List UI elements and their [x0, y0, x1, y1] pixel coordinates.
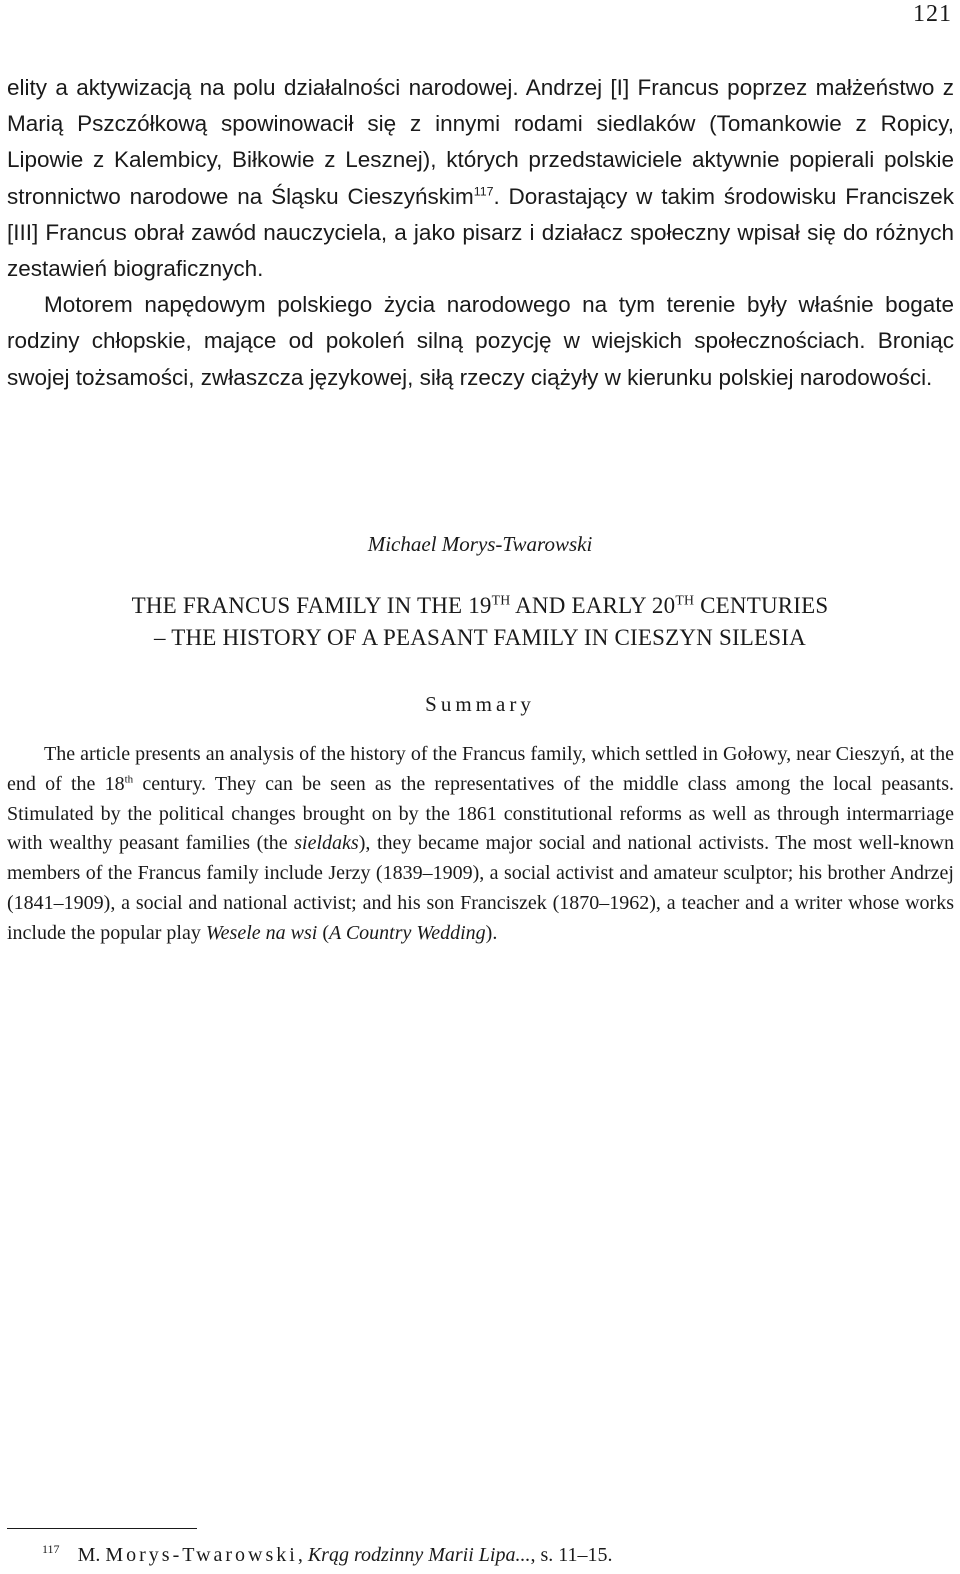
footnote	[42, 1541, 942, 1569]
paragraph-2: Motorem napędowym polskiego życia narodowego na tym terenie były właśnie bogate rodziny chłopskie, mające od pokoleń silną pozycję w wiejskich społecznościach. Broniąc swojej tożsamości, zwłaszcza językowej, siłą rzeczy ciążyły w kierunku polskiej narodowości.	[7, 292, 954, 390]
footnote-reference[interactable]: 117	[473, 184, 494, 199]
summary-title-line-1	[0, 590, 960, 622]
footnote-author: Morys-Twarowski	[105, 1544, 298, 1566]
footnote-prefix: M.	[77, 1544, 106, 1566]
footnote-separator: ,	[297, 1544, 308, 1566]
title-text-c: CENTURIES	[694, 593, 829, 618]
summary-text-c: ), they became major social and national activists. The most well-known members of the Francus family include Jerzy (1839–1909), a social activist and amateur sculptor; his brother Andrzej (1841–1909), a social and national activist; and his son Franciszek (1870–1962), a teacher and a writer whose works include the popular play	[7, 832, 954, 944]
summary-text-b: century. They can be seen as the representatives of the middle class among the local peasants. Stimulated by the political changes brought on by the 1861 constitutional reforms as well as through intermarriage with wealthy peasant families (the	[7, 772, 954, 855]
paragraph-1	[7, 70, 954, 287]
summary-heading: Summary	[425, 692, 535, 716]
title-text-b: AND EARLY 20	[510, 593, 676, 618]
summary-text-e: ).	[485, 921, 498, 944]
footnote-divider	[7, 1528, 197, 1529]
title-text-a: THE FRANCUS FAMILY IN THE 19	[131, 593, 492, 618]
summary-paragraph	[7, 740, 954, 949]
summary-title	[0, 590, 960, 654]
summary-text-a: The article presents an analysis of the history of the Francus family, which settled in Gołowy, near Cieszyń, at the end of the 18	[7, 743, 954, 795]
title-sup-2: TH	[675, 592, 695, 608]
footnote-number: 117	[42, 1542, 60, 1557]
summary-sup: th	[124, 773, 134, 786]
summary-italic-english-title: A Country Wedding	[328, 921, 486, 944]
page-number: 121	[913, 1, 952, 27]
summary-italic-play-title: Wesele na wsi	[205, 921, 318, 944]
summary-italic-sieldaks: sieldaks	[294, 832, 359, 855]
footnote-title: Krąg rodzinny Marii Lipa...	[307, 1544, 531, 1566]
paragraph-1-text-b: . Dorastający w takim środowisku Franciszek [III] Francus obrał zawód nauczyciela, a jako pisarz i działacz społeczny wpisał się do różnych zestawień biograficznych.	[7, 183, 954, 282]
summary-title-line-2: – THE HISTORY OF A PEASANT FAMILY IN CIESZYN SILESIA	[154, 625, 806, 650]
summary-text-d: (	[317, 921, 329, 944]
summary-author: Michael Morys-Twarowski	[367, 532, 593, 556]
main-text	[7, 70, 954, 396]
footnote-pages: , s. 11–15.	[530, 1544, 613, 1566]
paragraph-1-text-a: elity a aktywizacją na polu działalności narodowej. Andrzej [I] Francus poprzez małżeństwo z Marią Pszczółkową spowinowacił się z innymi rodami siedlaków (Tomankowie z Ropicy, Lipowie z Kalembicy, Biłkowie z Lesznej), których przedstawiciele aktywnie popierali polskie stronnictwo narodowe na Śląsku Cieszyńskim	[7, 75, 954, 209]
title-sup-1: TH	[491, 592, 511, 608]
summary-text	[7, 740, 954, 949]
